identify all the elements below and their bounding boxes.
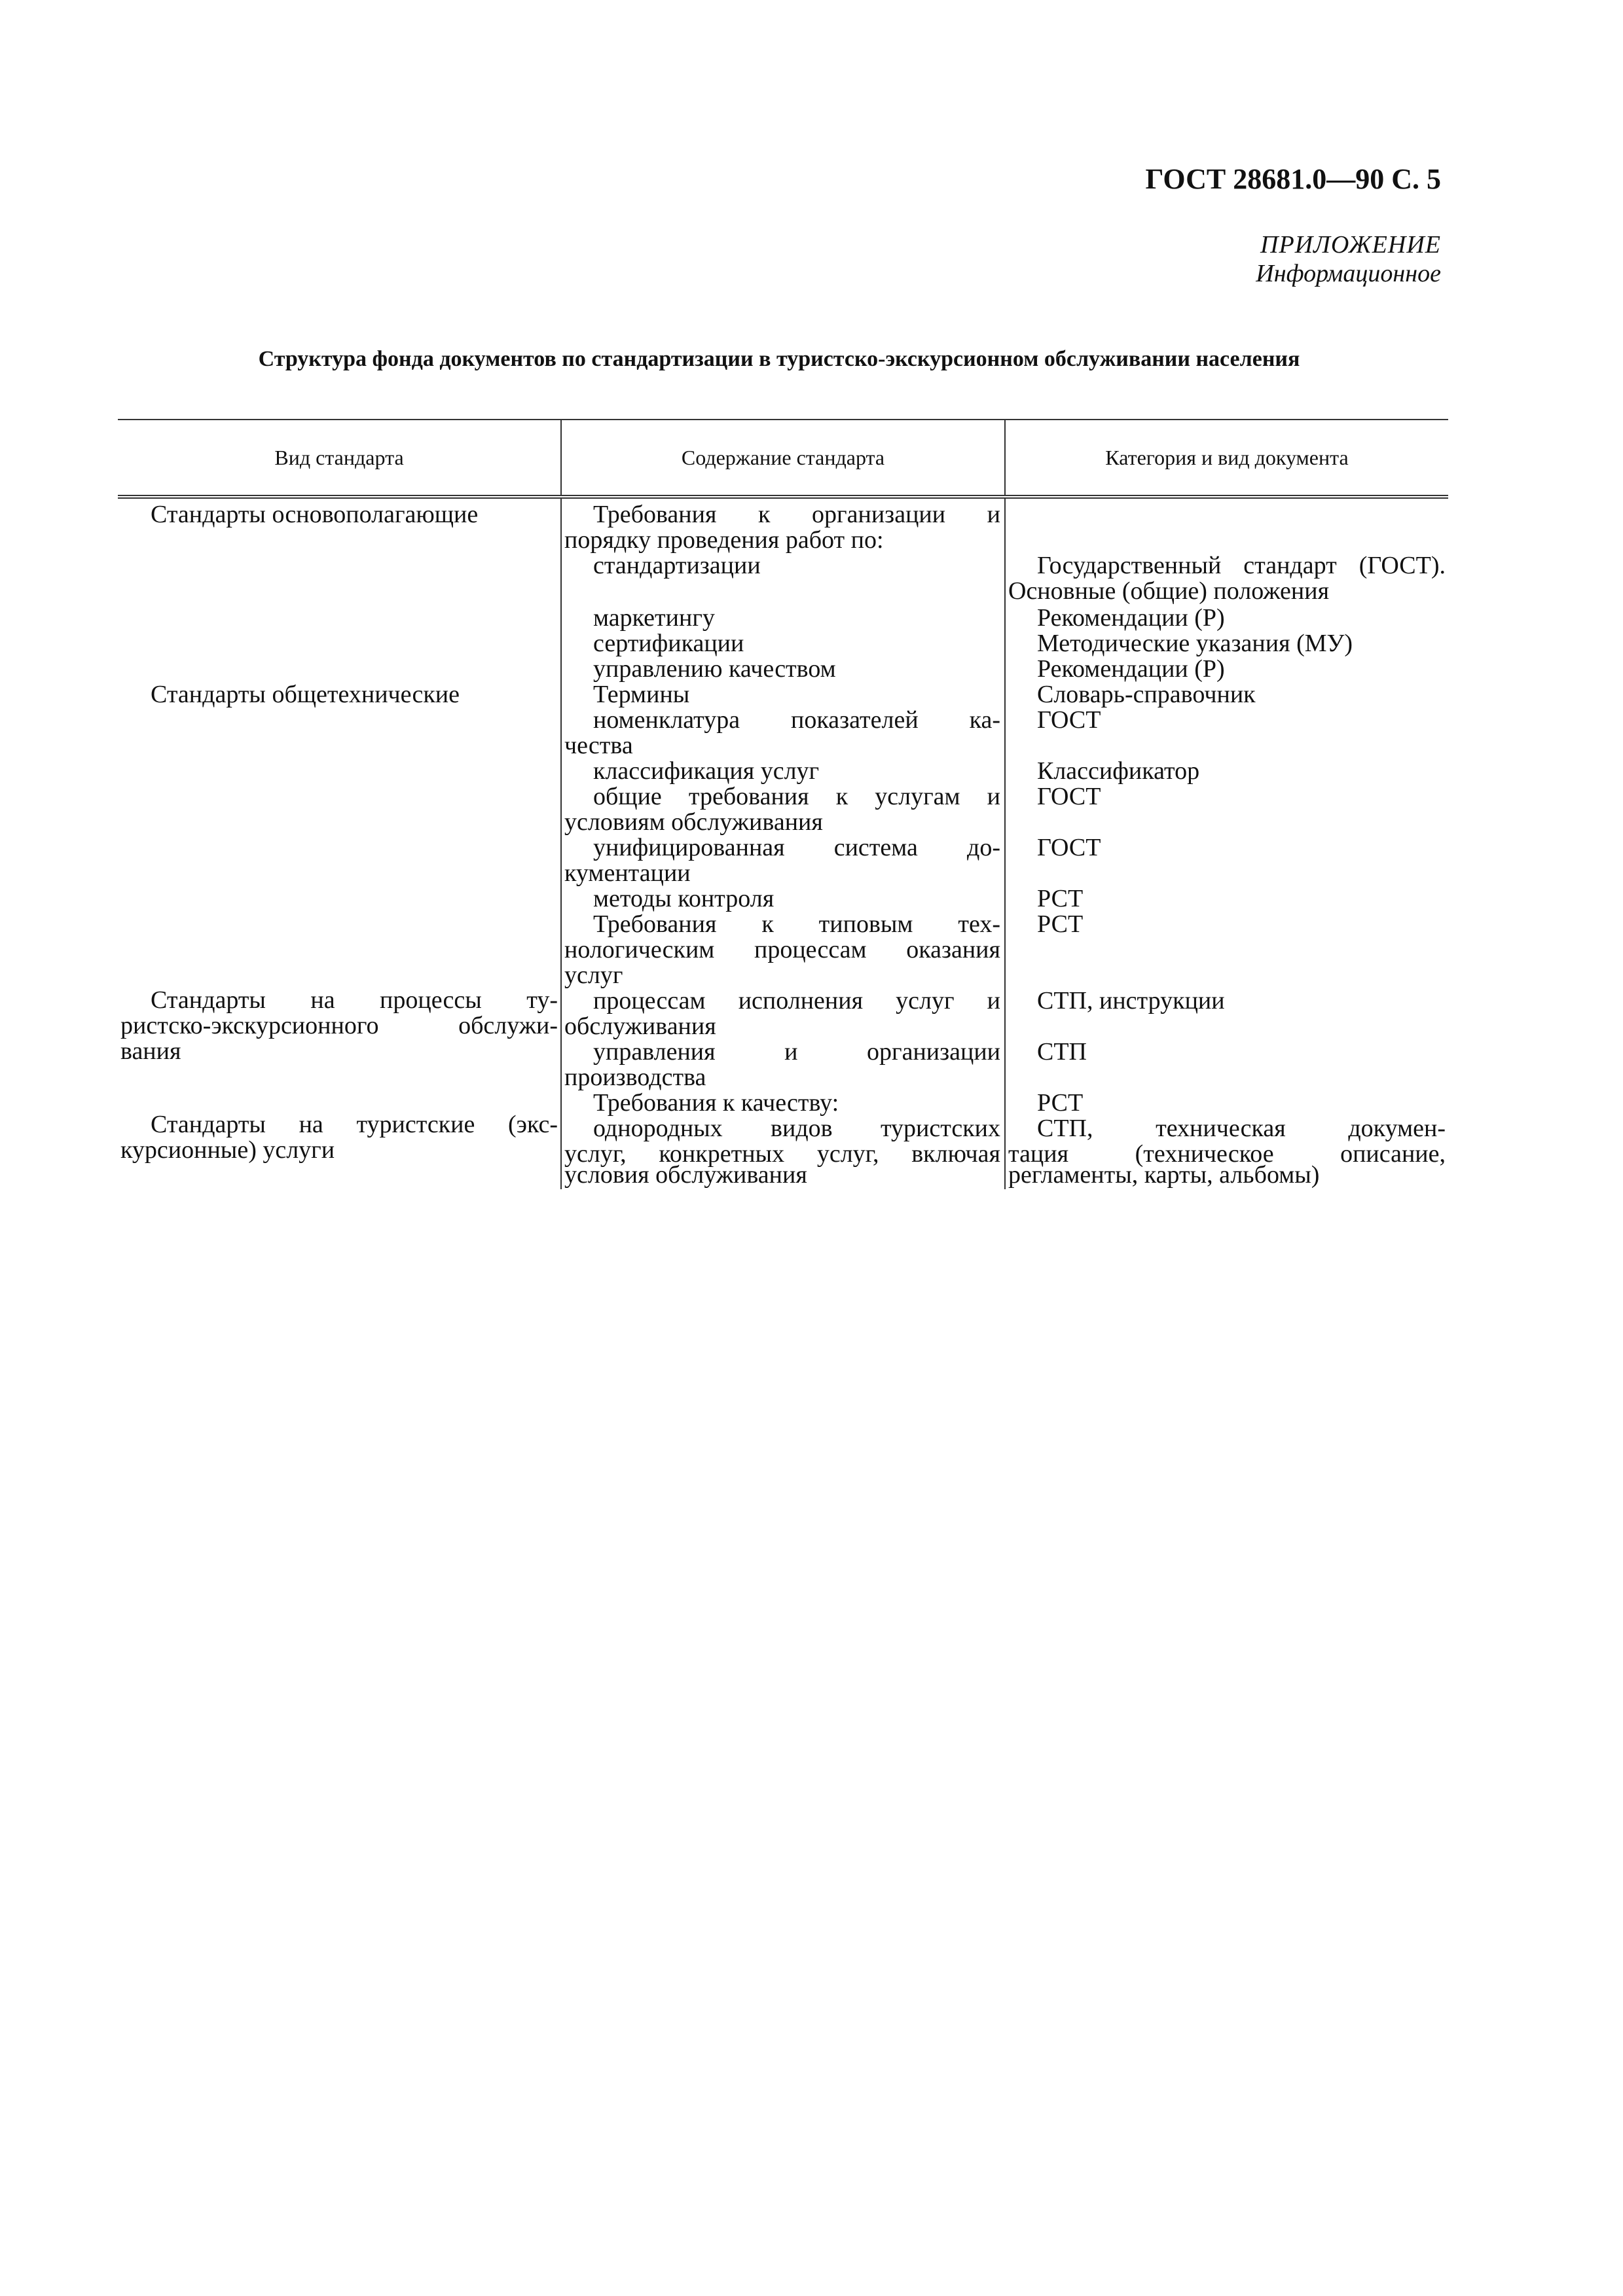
col2-line: Требования к качеству: [593,1089,839,1117]
col2-line: процессам исполнения услуг и [593,988,1000,1014]
col3-line: ГОСТ [1037,706,1101,734]
col1-line: вания [120,1037,181,1065]
header-standard-content: Содержание стандарта [681,446,885,469]
col3-line: СТП [1037,1038,1087,1066]
col1-line: Стандарты на туристские (экс- [151,1112,558,1138]
col3-line: ГОСТ [1037,834,1101,861]
col3-line: тация (техническое описание, [1008,1141,1446,1167]
col2-line: классификация услуг [593,757,820,785]
col3-line: РСТ [1037,1089,1084,1117]
col2-line: управления и организации [593,1039,1000,1065]
header-standard-type: Вид стандарта [274,446,404,469]
body-divider-2 [1004,499,1006,1189]
col2-line: услуг [564,961,623,989]
col3-line: РСТ [1037,885,1084,912]
col3-line: СТП, инструкции [1037,987,1225,1014]
appendix-type: Информационное [1256,260,1441,287]
col2-line: методы контроля [593,885,775,912]
col1-line: курсионные) услуги [120,1136,335,1164]
table-header [118,419,1448,499]
col2-line: услуг, конкретных услуг, включая [564,1141,1000,1167]
col2-line: условия обслуживания [564,1161,807,1189]
col3-line: Рекомендации (Р) [1037,655,1225,683]
col2-line: Термины [593,681,690,708]
col3-line: Классификатор [1037,757,1200,785]
standards-table [118,419,1448,1189]
col2-line: кументации [564,859,691,887]
col2-line: Требования к типовым тех- [593,912,1000,937]
header-divider-1 [560,420,562,495]
col2-line: производства [564,1064,706,1091]
col3-line: СТП, техническая докумен- [1037,1116,1446,1141]
col2-line: нологическим процессам оказания [564,937,1000,963]
col3-line: Рекомендации (Р) [1037,604,1225,632]
document-code: ГОСТ 28681.0—90 С. 5 [1145,163,1441,195]
col2-line: условиям обслуживания [564,808,823,836]
table-title: Структура фонда документов по стандартизации в туристско-экскурсионном обслуживании населения [258,347,1300,371]
col2-line: сертификации [593,630,744,657]
col1-line: Стандарты на процессы ту- [151,988,558,1013]
header-document-category: Категория и вид документа [1105,446,1349,469]
col2-line: Требования к организации и [593,502,1000,528]
col3-line: ГОСТ [1037,783,1101,810]
col1-line: Стандарты основополагающие [151,501,479,528]
col3-line: Основные (общие) положения [1008,577,1330,605]
header-divider-2 [1004,420,1006,495]
appendix-label [1256,230,1441,288]
col2-line: унифицированная система до- [593,835,1000,861]
col3-line: Методические указания (МУ) [1037,630,1353,657]
col3-line: регламенты, карты, альбомы) [1008,1161,1320,1189]
col2-line: общие требования к услугам и [593,784,1000,810]
col1-line: Стандарты общетехнические [151,681,460,708]
col1-line: ристско-экскурсионного обслужи- [120,1013,558,1039]
col2-line: чества [564,732,633,759]
col2-line: обслуживания [564,1013,716,1040]
col2-line: маркетингу [593,604,715,632]
body-divider-1 [560,499,562,1189]
col2-line: порядку проведения работ по: [564,526,884,554]
table-body [118,499,1448,1189]
col3-line: Государственный стандарт (ГОСТ). [1037,553,1446,579]
col2-line: управлению качеством [593,655,836,683]
col2-line: однородных видов туристских [593,1116,1000,1141]
appendix-title: ПРИЛОЖЕНИЕ [1260,231,1441,259]
col2-line: стандартизации [593,552,761,579]
col3-line: Словарь-справочник [1037,681,1256,708]
col2-line: номенклатура показателей ка- [593,708,1000,733]
col3-line: РСТ [1037,910,1084,938]
